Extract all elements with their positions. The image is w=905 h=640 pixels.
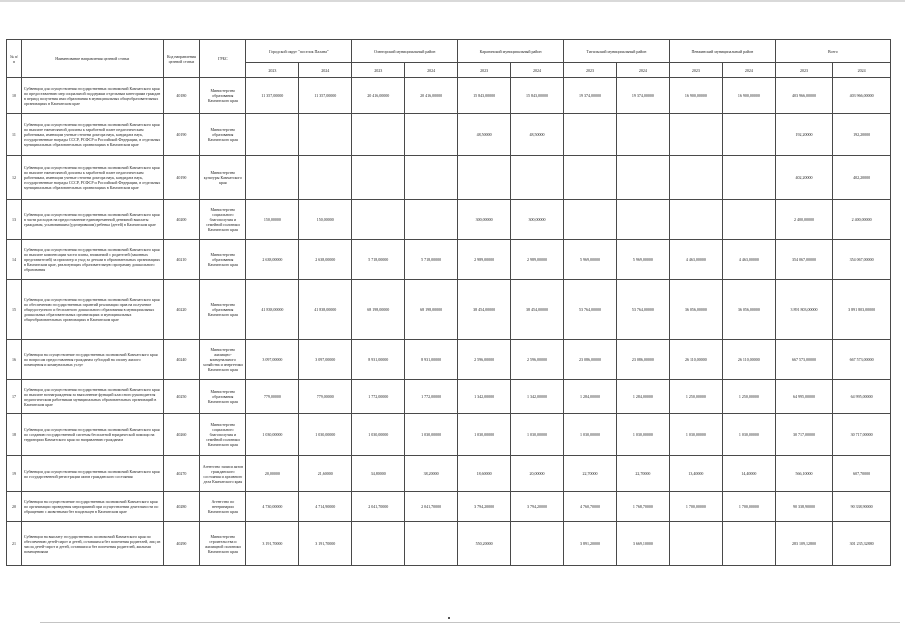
row-grbs: Министерство жилищно-коммунального хозяйства и энергетики Камчатского края bbox=[200, 340, 246, 380]
header-region: Карагинский муниципальный район bbox=[458, 40, 564, 63]
table-row bbox=[7, 200, 891, 240]
value-cell: 68 198,00000 bbox=[405, 280, 458, 340]
value-cell: 36 056,00000 bbox=[669, 280, 722, 340]
value-cell: 4 463,00000 bbox=[722, 240, 775, 280]
year-2024: 2024 bbox=[405, 63, 458, 78]
row-number: 15 bbox=[7, 280, 22, 340]
row-code: 40250 bbox=[163, 380, 200, 414]
value-cell: 2 596,00000 bbox=[511, 340, 564, 380]
value-cell bbox=[511, 522, 564, 566]
total-cell: 354 067,00000 bbox=[775, 240, 833, 280]
value-cell bbox=[616, 114, 669, 156]
value-cell: 4 463,00000 bbox=[669, 240, 722, 280]
value-cell: 2 989,00000 bbox=[458, 240, 511, 280]
year-2024: 2024 bbox=[722, 63, 775, 78]
value-cell bbox=[564, 114, 617, 156]
value-cell: 26 110,00000 bbox=[669, 340, 722, 380]
row-grbs: Министерство социального благополучия и семейной политики Камчатского края bbox=[200, 414, 246, 456]
value-cell: 5 969,00000 bbox=[616, 240, 669, 280]
value-cell: 1 030,00000 bbox=[669, 414, 722, 456]
row-number: 18 bbox=[7, 414, 22, 456]
header-num: № п/п bbox=[7, 40, 22, 78]
row-number: 10 bbox=[7, 78, 22, 114]
row-number: 11 bbox=[7, 114, 22, 156]
value-cell: 11 357,00000 bbox=[246, 78, 299, 114]
value-cell: 4 714,90000 bbox=[299, 492, 352, 522]
year-2023: 2023 bbox=[564, 63, 617, 78]
total-cell: 3 891 803,00000 bbox=[775, 280, 833, 340]
value-cell: 23 086,00000 bbox=[564, 340, 617, 380]
value-cell: 300,00000 bbox=[511, 200, 564, 240]
value-cell: 3 891,20000 bbox=[564, 522, 617, 566]
row-number: 21 bbox=[7, 522, 22, 566]
table-row bbox=[7, 522, 891, 566]
value-cell bbox=[669, 522, 722, 566]
value-cell bbox=[405, 114, 458, 156]
value-cell bbox=[669, 156, 722, 200]
total-cell: 402,20000 bbox=[833, 156, 891, 200]
value-cell bbox=[511, 156, 564, 200]
value-cell: 53 764,00000 bbox=[616, 280, 669, 340]
table-row bbox=[7, 380, 891, 414]
value-cell: 1 284,00000 bbox=[616, 380, 669, 414]
value-cell: 48,50000 bbox=[511, 114, 564, 156]
total-cell: 2 400,00000 bbox=[833, 200, 891, 240]
row-number: 14 bbox=[7, 240, 22, 280]
value-cell: 300,00000 bbox=[458, 200, 511, 240]
subvention-table bbox=[6, 39, 891, 566]
value-cell: 2 596,00000 bbox=[458, 340, 511, 380]
value-cell: 779,00000 bbox=[246, 380, 299, 414]
row-code: 40220 bbox=[163, 280, 200, 340]
row-code: 40180 bbox=[163, 78, 200, 114]
scan-speck bbox=[448, 617, 450, 619]
total-cell: 566,10000 bbox=[775, 456, 833, 492]
value-cell: 38 454,00000 bbox=[458, 280, 511, 340]
value-cell: 26 110,00000 bbox=[722, 340, 775, 380]
total-cell: 403 966,00000 bbox=[775, 78, 833, 114]
value-cell: 23 086,00000 bbox=[616, 340, 669, 380]
row-grbs: Министерство образования Камчатского края bbox=[200, 280, 246, 340]
year-2024: 2024 bbox=[833, 63, 891, 78]
total-cell: 283 109,12800 bbox=[775, 522, 833, 566]
value-cell: 2 041,70000 bbox=[352, 492, 405, 522]
value-cell: 150,00000 bbox=[299, 200, 352, 240]
total-cell: 403 966,00000 bbox=[833, 78, 891, 114]
value-cell bbox=[722, 200, 775, 240]
value-cell: 1 030,00000 bbox=[458, 414, 511, 456]
header-name: Наименование направления целевой статьи bbox=[21, 40, 163, 78]
value-cell: 3 794,20000 bbox=[458, 492, 511, 522]
value-cell: 38,20000 bbox=[405, 456, 458, 492]
value-cell bbox=[352, 156, 405, 200]
table-row bbox=[7, 340, 891, 380]
row-grbs: Министерство социального благополучия и семейной политики Камчатского края bbox=[200, 200, 246, 240]
row-number: 20 bbox=[7, 492, 22, 522]
row-name: Субвенции для осуществления государственных полномочий Камчатского края по выплате вознаграждения за выполнение функций классного руководителя педагогическим работникам муниципальных образовательных организаций в Камчатском крае bbox=[21, 380, 163, 414]
row-code: 40200 bbox=[163, 200, 200, 240]
header-region: Городской округ "поселок Палана" bbox=[246, 40, 352, 63]
value-cell: 15 843,00000 bbox=[458, 78, 511, 114]
header-code: Код направления целевой статьи bbox=[163, 40, 200, 78]
value-cell: 36 056,00000 bbox=[722, 280, 775, 340]
value-cell: 19 374,00000 bbox=[616, 78, 669, 114]
value-cell: 41 838,00000 bbox=[246, 280, 299, 340]
value-cell: 15 843,00000 bbox=[511, 78, 564, 114]
total-cell: 607,70000 bbox=[833, 456, 891, 492]
value-cell: 68 198,00000 bbox=[352, 280, 405, 340]
total-cell: 402,20000 bbox=[775, 156, 833, 200]
table-row bbox=[7, 414, 891, 456]
row-code: 40270 bbox=[163, 456, 200, 492]
total-cell: 192,20000 bbox=[833, 114, 891, 156]
value-cell: 5 718,00000 bbox=[405, 240, 458, 280]
header-row bbox=[7, 40, 891, 63]
value-cell: 3 097,00000 bbox=[246, 340, 299, 380]
row-name: Субвенции на выплату государственных полномочий Камчатского края по обеспечению детей-сирот и детей, оставшихся без попечения родителей, лиц из числа детей-сирот и детей, оставшихся без попечения родителей, жилыми помещениями bbox=[21, 522, 163, 566]
value-cell: 18,60000 bbox=[458, 456, 511, 492]
value-cell: 19 374,00000 bbox=[564, 78, 617, 114]
total-cell: 667 573,00000 bbox=[833, 340, 891, 380]
value-cell: 1 030,00000 bbox=[511, 414, 564, 456]
value-cell: 2 041,70000 bbox=[405, 492, 458, 522]
total-cell: 30 717,00000 bbox=[833, 414, 891, 456]
row-name: Субвенции для осуществления государственных полномочий Камчатского края по предоставлению мер социальной поддержки отдельным категориям граждан в период получения ими образования в муниципальных общеобразовательных организациях в Камчатском крае bbox=[21, 78, 163, 114]
header-total: Всего bbox=[775, 40, 890, 63]
row-grbs: Министерство образования Камчатского края bbox=[200, 240, 246, 280]
row-name: Субвенции для осуществления государственных полномочий Камчатского края по государственной регистрации актов гражданского состояния bbox=[21, 456, 163, 492]
year-2023: 2023 bbox=[352, 63, 405, 78]
row-grbs: Агентство записи актов гражданского состояния и архивного дела Камчатского края bbox=[200, 456, 246, 492]
value-cell: 1 250,00000 bbox=[669, 380, 722, 414]
scan-edge bbox=[40, 622, 900, 623]
value-cell: 1 030,00000 bbox=[564, 414, 617, 456]
row-name: Субвенции для осуществления государственных полномочий Камчатского края в части расходов на предоставление единовременной денежной выплаты гражданам, усыновившим (удочерившим) ребенка (детей) в Камчатском крае bbox=[21, 200, 163, 240]
row-name: Субвенции для осуществления государственных полномочий Камчатского края по обеспечению государственных гарантий реализации прав на получение общедоступного и бесплатного дошкольного образования в муниципальных дошкольных образовательных организациях и муниципальных общеобразовательных организациях в Камчатском крае bbox=[21, 280, 163, 340]
row-number: 13 bbox=[7, 200, 22, 240]
row-code: 40280 bbox=[163, 492, 200, 522]
table-row bbox=[7, 156, 891, 200]
value-cell: 8 931,00000 bbox=[405, 340, 458, 380]
row-number: 19 bbox=[7, 456, 22, 492]
value-cell bbox=[352, 522, 405, 566]
value-cell: 1 250,00000 bbox=[722, 380, 775, 414]
value-cell bbox=[405, 200, 458, 240]
value-cell bbox=[299, 156, 352, 200]
value-cell bbox=[616, 200, 669, 240]
value-cell: 48,50000 bbox=[458, 114, 511, 156]
row-grbs: Министерство строительства и жилищной политики Камчатского края bbox=[200, 522, 246, 566]
value-cell: 1 284,00000 bbox=[564, 380, 617, 414]
value-cell: 5 969,00000 bbox=[564, 240, 617, 280]
value-cell: 150,00000 bbox=[246, 200, 299, 240]
header-region: Пенжинский муниципальный район bbox=[669, 40, 775, 63]
value-cell: 4 730,00000 bbox=[246, 492, 299, 522]
value-cell: 20,00000 bbox=[246, 456, 299, 492]
value-cell: 34,80000 bbox=[352, 456, 405, 492]
row-code: 40290 bbox=[163, 522, 200, 566]
value-cell bbox=[246, 156, 299, 200]
value-cell: 1 772,00000 bbox=[352, 380, 405, 414]
value-cell: 11 357,00000 bbox=[299, 78, 352, 114]
row-code: 40260 bbox=[163, 414, 200, 456]
total-cell: 64 995,00000 bbox=[833, 380, 891, 414]
year-2023: 2023 bbox=[669, 63, 722, 78]
value-cell: 16 900,00000 bbox=[722, 78, 775, 114]
value-cell: 16 900,00000 bbox=[669, 78, 722, 114]
year-2024: 2024 bbox=[299, 63, 352, 78]
value-cell: 779,00000 bbox=[299, 380, 352, 414]
value-cell: 1 030,00000 bbox=[352, 414, 405, 456]
value-cell: 3 097,00000 bbox=[299, 340, 352, 380]
value-cell: 1 772,00000 bbox=[405, 380, 458, 414]
value-cell: 1 700,00000 bbox=[669, 492, 722, 522]
total-cell: 354 067,00000 bbox=[833, 240, 891, 280]
value-cell: 53 764,00000 bbox=[564, 280, 617, 340]
value-cell bbox=[246, 114, 299, 156]
row-number: 17 bbox=[7, 380, 22, 414]
total-cell: 192,20000 bbox=[775, 114, 833, 156]
year-2023: 2023 bbox=[246, 63, 299, 78]
value-cell: 20 416,00000 bbox=[405, 78, 458, 114]
year-2023: 2023 bbox=[775, 63, 833, 78]
row-name: Субвенции для осуществления государственных полномочий Камчатского края по выплате ежемесячной доплаты к заработной плате педагогическим работникам, имеющим ученые степени доктора наук, кандидата наук, государственные награды СССР, РСФСР и Российской Федерации, в отдельных муниципальных образовательных организациях в Камчатском крае bbox=[21, 156, 163, 200]
row-grbs: Министерство образования Камчатского края bbox=[200, 114, 246, 156]
value-cell: 20 416,00000 bbox=[352, 78, 405, 114]
value-cell bbox=[458, 156, 511, 200]
value-cell: 21,60000 bbox=[299, 456, 352, 492]
total-cell: 90 338,90000 bbox=[775, 492, 833, 522]
table-row bbox=[7, 492, 891, 522]
value-cell bbox=[564, 200, 617, 240]
value-cell bbox=[722, 522, 775, 566]
table-row bbox=[7, 280, 891, 340]
value-cell: 2 638,00000 bbox=[246, 240, 299, 280]
value-cell: 5 718,00000 bbox=[352, 240, 405, 280]
row-name: Субвенции для осуществления государственных полномочий Камчатского края по созданию государственной системы бесплатной юридической помощи на территории Камчатского края по направлению гражданам bbox=[21, 414, 163, 456]
total-cell: 64 995,00000 bbox=[775, 380, 833, 414]
value-cell bbox=[352, 200, 405, 240]
value-cell: 1 030,00000 bbox=[246, 414, 299, 456]
value-cell bbox=[405, 522, 458, 566]
total-cell: 301 235,32880 bbox=[833, 522, 891, 566]
year-2023: 2023 bbox=[458, 63, 511, 78]
header-region: Олюторский муниципальный район bbox=[352, 40, 458, 63]
row-name: Субвенции для осуществления государственных полномочий Камчатского края по выплате ежемесячной доплаты к заработной плате педагогическим работникам, имеющим ученые степени доктора наук, кандидата наук, государственные награды СССР, РСФСР и Российской Федерации, в отдельных муниципальных образовательных организациях в Камчатском крае bbox=[21, 114, 163, 156]
value-cell: 3 191,70000 bbox=[246, 522, 299, 566]
row-grbs: Министерство культуры Камчатского края bbox=[200, 156, 246, 200]
header-region: Тигильский муниципальный район bbox=[564, 40, 670, 63]
total-cell: 90 338,90000 bbox=[833, 492, 891, 522]
table-body bbox=[7, 78, 891, 566]
value-cell: 1 342,00000 bbox=[458, 380, 511, 414]
table-row bbox=[7, 240, 891, 280]
value-cell: 3 191,70000 bbox=[299, 522, 352, 566]
year-2024: 2024 bbox=[616, 63, 669, 78]
total-cell: 667 573,00000 bbox=[775, 340, 833, 380]
value-cell: 4 760,70000 bbox=[564, 492, 617, 522]
row-name: Субвенции для осуществления государственных полномочий Камчатского края по выплате компенсации части платы, взимаемой с родителей (законных представителей) за присмотр и уход за детьми в образовательных организациях в Камчатском крае, реализующих образовательную программу дошкольного образования bbox=[21, 240, 163, 280]
row-code: 40210 bbox=[163, 240, 200, 280]
row-number: 16 bbox=[7, 340, 22, 380]
value-cell: 38 454,00000 bbox=[511, 280, 564, 340]
value-cell: 1 030,00000 bbox=[722, 414, 775, 456]
total-cell: 2 400,00000 bbox=[775, 200, 833, 240]
value-cell: 550,20000 bbox=[458, 522, 511, 566]
scan-edge bbox=[0, 0, 905, 2]
row-code: 40240 bbox=[163, 340, 200, 380]
value-cell: 1 768,70000 bbox=[616, 492, 669, 522]
value-cell: 2 638,00000 bbox=[299, 240, 352, 280]
value-cell: 1 030,00000 bbox=[616, 414, 669, 456]
value-cell: 20,00000 bbox=[511, 456, 564, 492]
value-cell bbox=[405, 156, 458, 200]
value-cell: 3 794,20000 bbox=[511, 492, 564, 522]
value-cell bbox=[669, 200, 722, 240]
value-cell: 14,40000 bbox=[722, 456, 775, 492]
table-row bbox=[7, 456, 891, 492]
value-cell bbox=[722, 114, 775, 156]
value-cell: 1 030,00000 bbox=[299, 414, 352, 456]
value-cell bbox=[564, 156, 617, 200]
row-code: 40190 bbox=[163, 114, 200, 156]
row-number: 12 bbox=[7, 156, 22, 200]
year-2024: 2024 bbox=[511, 63, 564, 78]
total-cell: 30 717,00000 bbox=[775, 414, 833, 456]
table-row bbox=[7, 78, 891, 114]
value-cell: 22,70000 bbox=[564, 456, 617, 492]
row-code: 40190 bbox=[163, 156, 200, 200]
value-cell: 3 669,10000 bbox=[616, 522, 669, 566]
value-cell bbox=[352, 114, 405, 156]
header-grbs: ГРБС bbox=[200, 40, 246, 78]
row-grbs: Агентство по ветеринарии Камчатского края bbox=[200, 492, 246, 522]
row-name: Субвенции на осуществление государственных полномочий Камчатского края по вопросам предоставления гражданам субсидий на оплату жилого помещения и коммунальных услуг bbox=[21, 340, 163, 380]
row-name: Субвенции на осуществление государственных полномочий Камчатского края по организации проведения мероприятий при осуществлении деятельности по обращению с животными без владельцев в Камчатском крае bbox=[21, 492, 163, 522]
value-cell: 2 989,00000 bbox=[511, 240, 564, 280]
value-cell bbox=[669, 114, 722, 156]
value-cell bbox=[722, 156, 775, 200]
value-cell bbox=[616, 156, 669, 200]
value-cell: 22,70000 bbox=[616, 456, 669, 492]
value-cell: 1 030,00000 bbox=[405, 414, 458, 456]
value-cell bbox=[299, 114, 352, 156]
row-grbs: Министерство образования Камчатского края bbox=[200, 78, 246, 114]
value-cell: 8 931,00000 bbox=[352, 340, 405, 380]
value-cell: 41 838,00000 bbox=[299, 280, 352, 340]
row-grbs: Министерство образования Камчатского края bbox=[200, 380, 246, 414]
value-cell: 1 700,00000 bbox=[722, 492, 775, 522]
value-cell: 13,40000 bbox=[669, 456, 722, 492]
total-cell: 3 891 803,00000 bbox=[833, 280, 891, 340]
value-cell: 1 342,00000 bbox=[511, 380, 564, 414]
table-row bbox=[7, 114, 891, 156]
